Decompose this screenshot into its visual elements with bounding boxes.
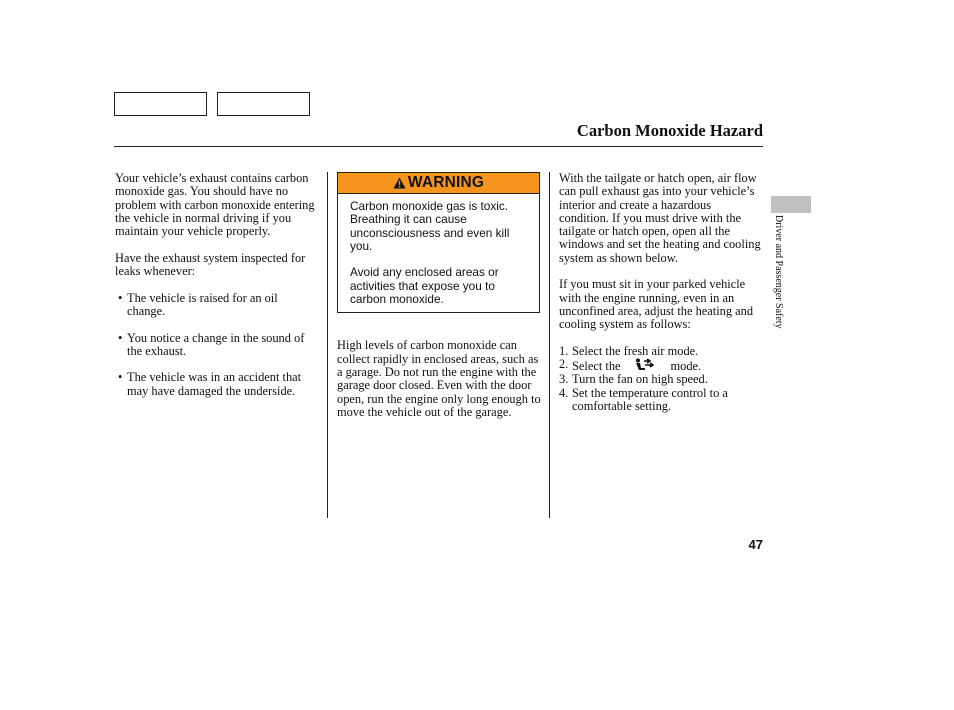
inspection-list [115,292,315,398]
bullet-icon: • [118,290,123,305]
inspect-paragraph: Have the exhaust system inspected for leaks whenever: [115,250,306,279]
section-label: Driver and Passenger Safety [773,215,784,329]
warning-triangle-icon [393,177,406,189]
list-item: 3. Turn the fan on high speed. [559,372,708,387]
page-title: Carbon Monoxide Hazard [576,121,763,140]
column-right [559,172,764,413]
previous-page-button[interactable] [114,92,207,116]
column-left [115,172,315,411]
header-rule [114,146,763,147]
warning-label: WARNING [407,174,485,192]
warning-text: Carbon monoxide gas is toxic. Breathing it can cause unconsciousness and even kill you. [350,199,510,253]
list-item: 4. Set the temperature control to a comfortable setting. [559,385,728,414]
vent-mode-icon [633,358,655,372]
garage-paragraph: High levels of carbon monoxide can collect rapidly in enclosed areas, such as a garage. Do not run the engine with the garage door closed. Even with the door open, run the engine only long enough to move the vehicle out of the garage. [337,338,541,419]
bullet-icon: • [118,370,123,385]
intro-paragraph: Your vehicle’s exhaust contains carbon monoxide gas. You should have no problem with carbon monoxide entering the vehicle in normal driving if you maintain your vehicle properly. [115,171,315,239]
bullet-icon: • [118,330,123,345]
warning-text: Avoid any enclosed areas or activities that expose you to carbon monoxide. [350,265,499,307]
parked-paragraph: If you must sit in your parked vehicle with the engine running, even in an unconfined area, adjust the heating and cooling system as follows: [559,277,754,332]
column-divider [327,172,328,518]
list-item: 1. Select the fresh air mode. [559,343,699,358]
list-item: • You notice a change in the sound of the exhaust. [118,330,305,358]
list-item: • The vehicle was in an accident that may have damaged the underside. [118,370,302,398]
tailgate-paragraph: With the tailgate or hatch open, air flow can pull exhaust gas into your vehicle’s interior and create a hazardous condition. If you must drive with the tailgate or hatch open, open all the windows and set the heating and cooling system as shown below. [559,171,761,265]
next-page-button[interactable] [217,92,310,116]
column-middle [337,172,542,419]
warning-box [337,172,540,313]
warning-body [338,194,539,312]
page-number: 47 [748,537,763,552]
list-item: 2. Select the mode. [559,357,702,374]
steps-list [559,345,764,413]
warning-header [338,173,539,194]
column-divider [549,172,550,518]
list-item: • The vehicle is raised for an oil change. [118,290,278,318]
section-tab [771,196,811,213]
